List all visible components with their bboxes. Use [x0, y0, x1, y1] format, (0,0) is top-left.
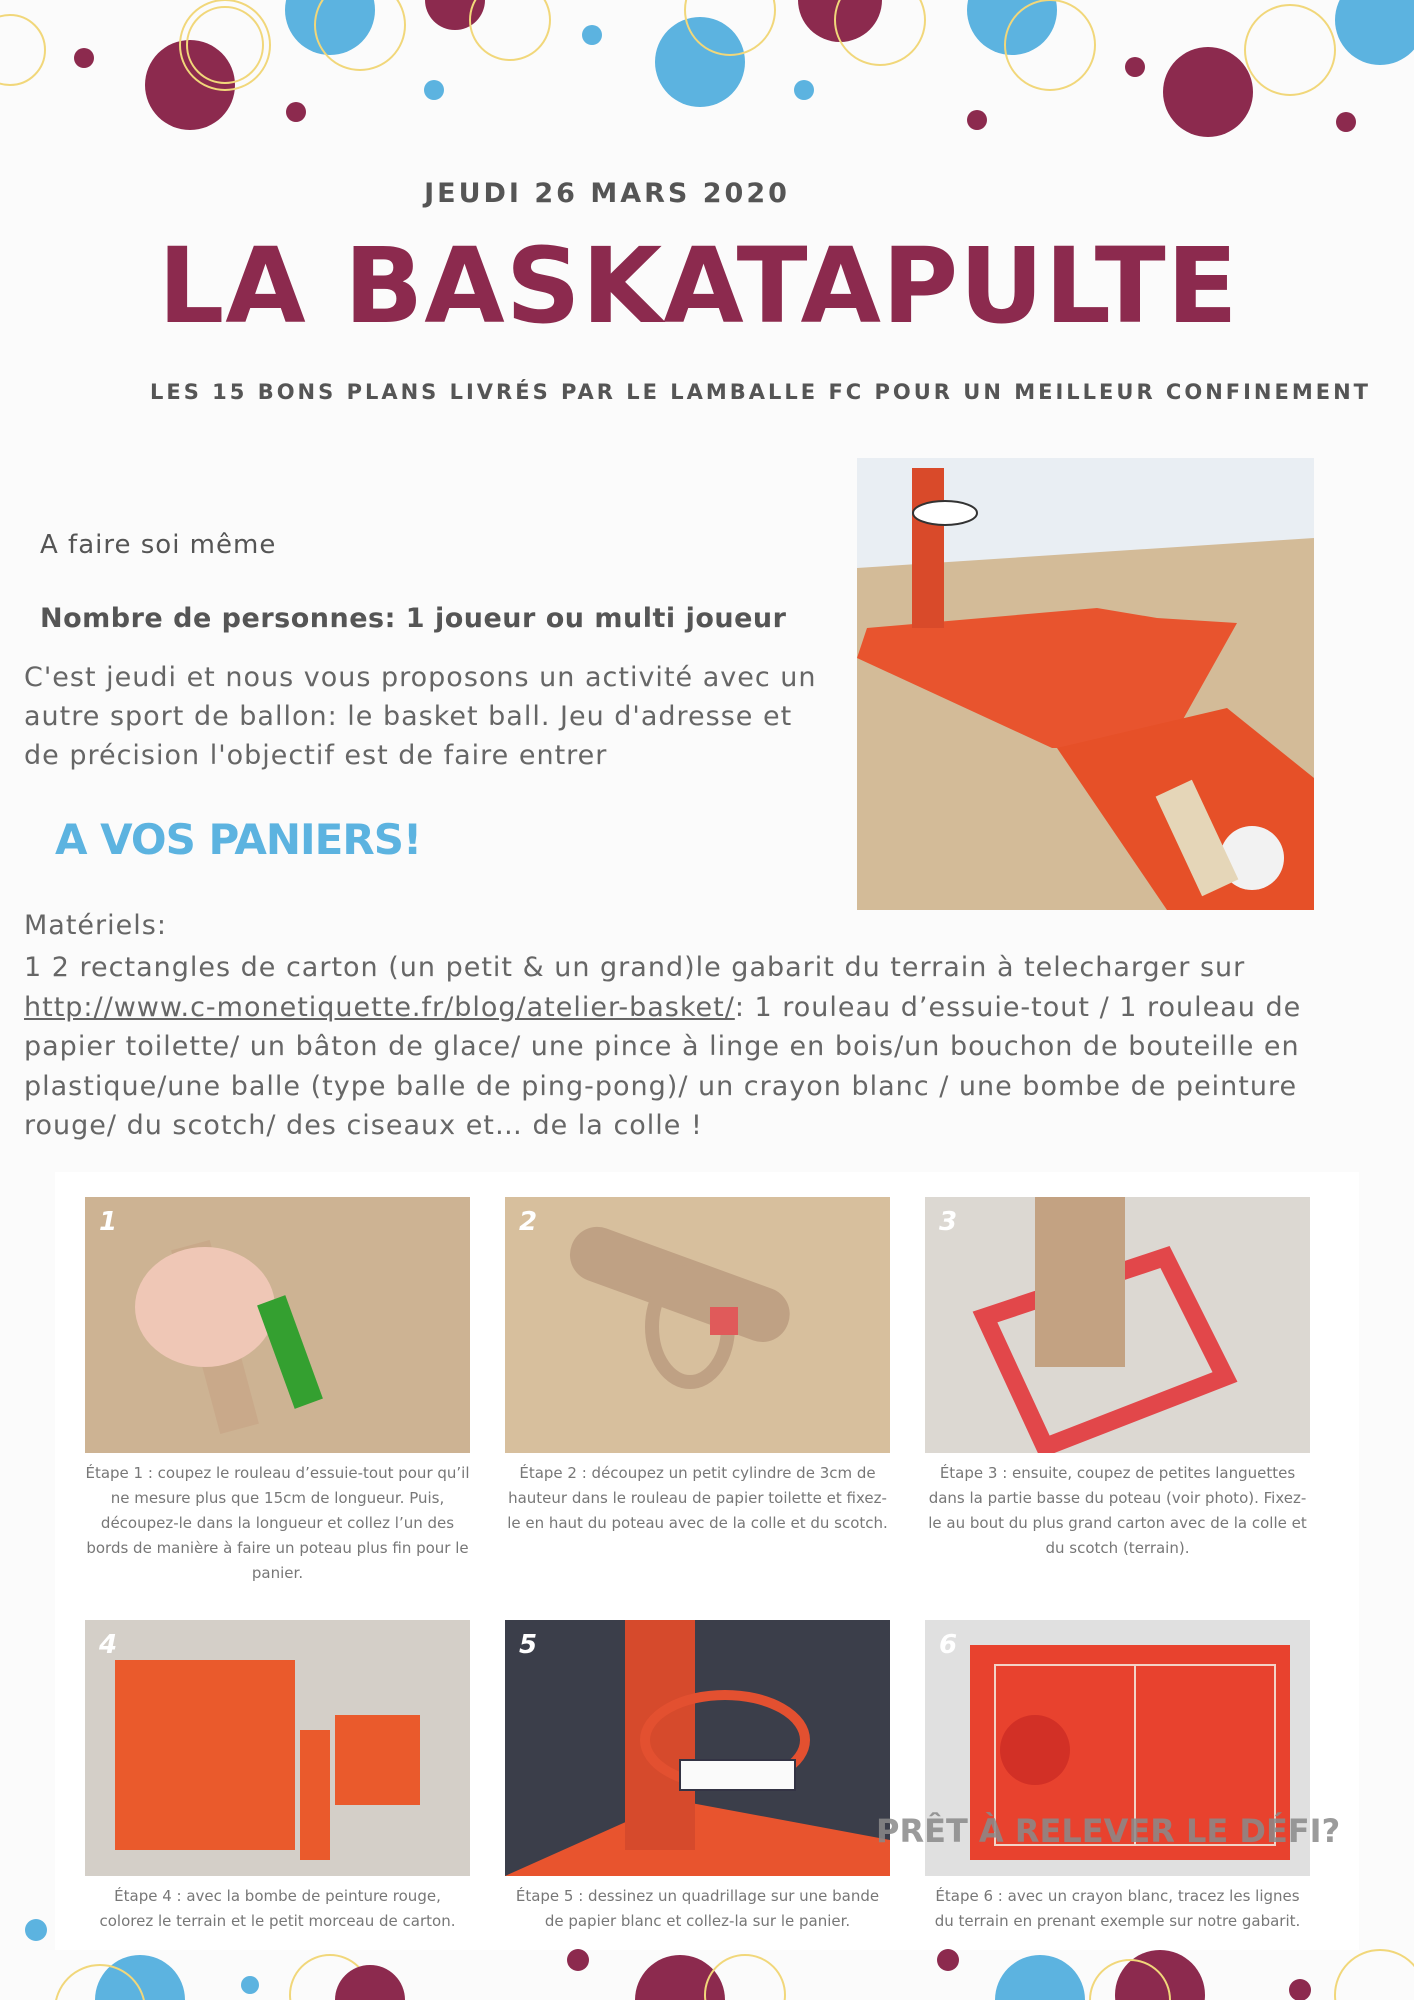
- step-2: [505, 1197, 890, 1536]
- step-2-caption: Étape 2 : découpez un petit cylindre de 3cm de hauteur dans le rouleau de papier toilette et fixez-le en haut du poteau avec de la colle et du scotch.: [507, 1464, 888, 1532]
- step-5: [505, 1620, 890, 1934]
- challenge-text: PRÊT À RELEVER LE DÉFI?: [876, 1812, 1341, 1850]
- step-6-number: 6: [939, 1630, 958, 1660]
- step-1-caption: Étape 1 : coupez le rouleau d’essuie-tout pour qu’il ne mesure plus que 15cm de longueur. Puis, découpez-le dans la longueur et collez l’un des bords de manière à faire un poteau plus fin pour le panier.: [85, 1464, 470, 1582]
- step-6-caption: Étape 6 : avec un crayon blanc, tracez les lignes du terrain en prenant exemple sur notre gabarit.: [934, 1887, 1301, 1930]
- materials-text: [24, 948, 1324, 1146]
- cta-heading: A VOS PANIERS!: [55, 815, 422, 864]
- step-5-photo: [505, 1620, 890, 1876]
- step-6: [925, 1620, 1310, 1934]
- materials-text-end: : 1 rouleau d’essuie-tout / 1 rouleau de papier toilette/ un bâton de glace/ une pince à linge en bois/un bouchon de bouteille en plastique/une balle (type balle de ping-pong)/ un crayon blanc / une bombe de peinture rouge/ du scotch/ des ciseaux et… de la colle !: [24, 991, 1302, 1141]
- step-3-photo: [925, 1197, 1310, 1453]
- materials-text-start: 1 2 rectangles de carton (un petit & un grand)le gabarit du terrain à telecharger sur: [24, 952, 1246, 983]
- step-1-photo: [85, 1197, 470, 1453]
- top-decoration: [0, 0, 1414, 140]
- step-4-photo: [85, 1620, 470, 1876]
- step-2-number: 2: [519, 1207, 538, 1237]
- step-3-caption: Étape 3 : ensuite, coupez de petites languettes dans la partie basse du poteau (voir photo). Fixez-le au bout du plus grand carton avec de la colle et du scotch (terrain).: [928, 1464, 1307, 1557]
- step-5-number: 5: [519, 1630, 538, 1660]
- step-3: [925, 1197, 1310, 1561]
- hero-basketball-photo: [857, 458, 1314, 910]
- step-4-caption: Étape 4 : avec la bombe de peinture rouge, colorez le terrain et le petit morceau de carton.: [99, 1887, 456, 1930]
- subtitle: LES 15 BONS PLANS LIVRÉS PAR LE LAMBALLE FC POUR UN MEILLEUR CONFINEMENT: [150, 380, 1371, 404]
- diy-label: A faire soi même: [40, 530, 277, 560]
- players-count: Nombre de personnes: 1 joueur ou multi joueur: [40, 603, 787, 634]
- intro-text: C'est jeudi et nous vous proposons un activité avec un autre sport de ballon: le basket ball. Jeu d'adresse et de précision l'objectif est de faire entrer: [24, 662, 817, 771]
- step-1: [85, 1197, 470, 1586]
- step-4: [85, 1620, 470, 1934]
- step-1-number: 1: [99, 1207, 118, 1237]
- page-title: LA BASKATAPULTE: [158, 225, 1239, 347]
- materials-label: Matériels:: [24, 910, 167, 941]
- date: JEUDI 26 MARS 2020: [424, 178, 790, 209]
- step-5-caption: Étape 5 : dessinez un quadrillage sur une bande de papier blanc et collez-la sur le panier.: [515, 1887, 880, 1930]
- step-3-number: 3: [939, 1207, 958, 1237]
- step-4-number: 4: [99, 1630, 118, 1660]
- step-2-photo: [505, 1197, 890, 1453]
- template-link[interactable]: http://www.c-monetiquette.fr/blog/atelier-basket/: [24, 991, 735, 1023]
